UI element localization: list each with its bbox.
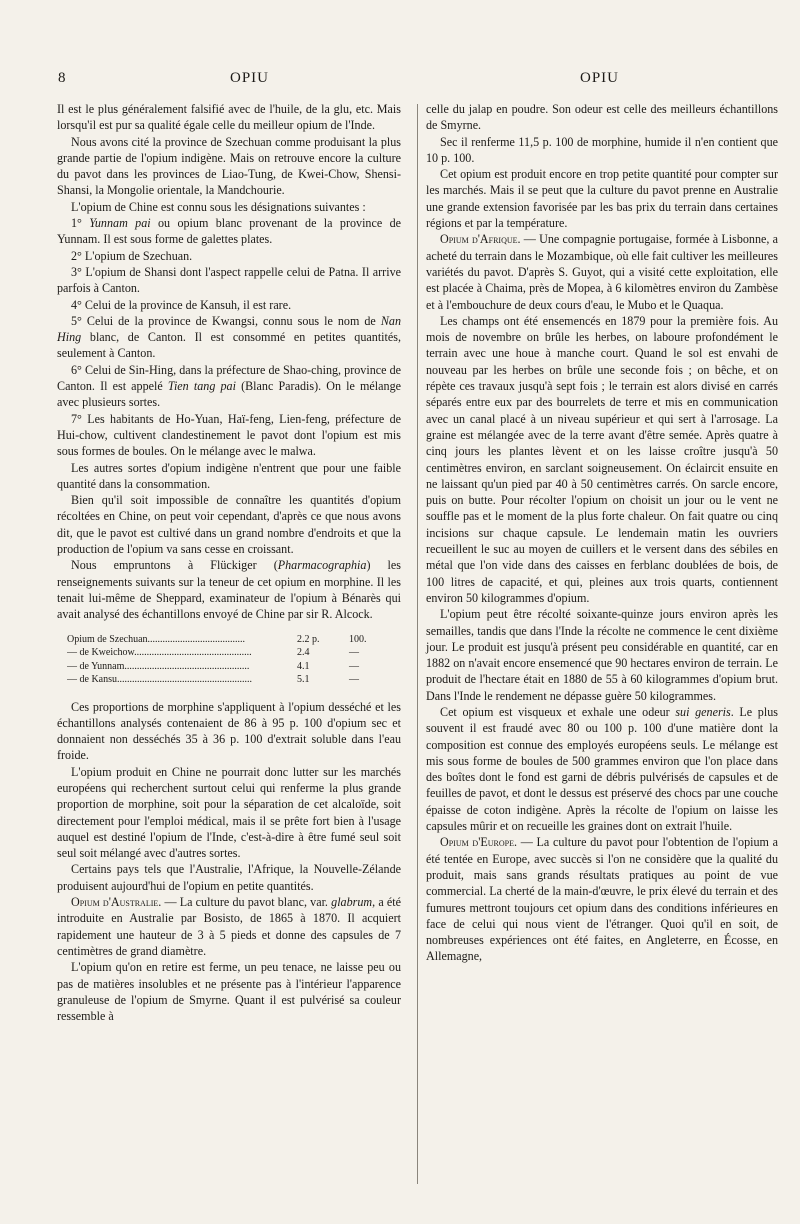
paragraph: Opium d'Australie. — La culture du pavot blanc, var. glabrum, a été introduite en Australie par Bosisto, de 1865 à 1870. Il acquiert rapidement une hauteur de 3 à 5 pieds et donne des capsules de 7 centimètres de grand diamètre. bbox=[57, 895, 401, 958]
paragraph: L'opium qu'on en retire est ferme, un peu tenace, ne laisse peu ou pas de matières insolubles et ne présente pas à l'intérieur l'apparence granuleuse de l'opium de Smyrne. Quant il est pulvérisé sa couleur ressemble à bbox=[57, 960, 401, 1024]
paragraph: Cet opium est visqueux et exhale une odeur sui generis. Le plus souvent il est fraudé avec 80 ou 100 p. 100 d'une matière dont la composition est connue des employés européens seuls. Le mélange est mis sous forme de boules de 500 grammes environ que l'on place dans des boîtes dont le fond est garni de débris pulvérisés de capsules et de feuilles de pavot, et dont le dessus est préservé des chocs par une couche épaisse de coton indigène. Après la récolte de l'opium on laisse les capsules mûrir et on recueille les graines dont on extrait l'huile. bbox=[426, 704, 778, 834]
paragraph: Sec il renferme 11,5 p. 100 de morphine, humide il n'en contient que 10 p. 100. bbox=[426, 134, 778, 165]
list-item: 3° L'opium de Shansi dont l'aspect rappelle celui de Patna. Il arrive parfois à Canton. bbox=[57, 264, 401, 296]
paragraph: Les champs ont été ensemencés en 1879 pour la première fois. Au mois de novembre on brûle les herbes, on laboure profondément le terrain avec une houe à manche court. Quand le sol est envahi de nouveau par les herbes on brûle une seconde fois ; on bêche, et on répète ces travaux jusqu'à sept fois ; le terrain est alors divisé en carrés séparés entre eux par des bourrelets de terre et mis en communication avec un canal placé à un niveau supérieur et qui sert à l'arrosage. La graine est mélangée avec de la terre avant d'être semée. Après quatre à cinq jours les plantes lèvent et on les laisse croître jusqu'à 50 centimètres environ, en sarclant soigneusement. On éclaircit ensuite en ne laissant qu'un pied par 40 à 50 centimètres carrés. On sarcle encore, puis on butte. Pour récolter l'opium on choisit un jour ou le vent ne souffle pas et le moment de la plus forte chaleur. On fait quatre ou cinq incisions sur chaque capsule. Le lendemain matin les ouvriers recueillent le suc au moyen de cuillers et le versent dans des sébiles en métal que l'on vide dans des caisses en ferblanc doublées de bois, de 100 litres de capacité, et qui, pleines aux trois quarts, contiennent environ 50 kilogrammes d'opium. bbox=[426, 313, 778, 605]
paragraph: Bien qu'il soit impossible de connaître les quantités d'opium récoltées en Chine, on peut voir cependant, d'après ce que nous avons dit, que le pavot est cultivé dans un grand nombre d'endroits et que la production de l'opium va sans cesse en croissant. bbox=[57, 493, 401, 557]
emphasis: Pharmacographia bbox=[277, 558, 367, 573]
section-heading: Opium d'Australie. bbox=[71, 895, 162, 910]
right-column bbox=[426, 101, 778, 965]
table-row: Opium de Szechuan....................................... 2.2 p. 100. bbox=[67, 633, 367, 645]
paragraph: Opium d'Europe. — La culture du pavot pour l'obtention de l'opium a été tentée en Europe, avec succès si l'on ne considère que la qualité du produit, mais sans grands résultats pratiques au point de vue commercial. La cherté de la main-d'œuvre, le prix élevé du terrain et des fumures mettront toujours cet opium dans des conditions inférieures en face de celui qui nous vient de l'étranger. Quoi qu'il en soit, de nombreuses expériences ont été faites, en Angleterre, en Écosse, en Allemagne, bbox=[426, 835, 778, 964]
paragraph: L'opium produit en Chine ne pourrait donc lutter sur les marchés européens qui recherchent surtout celui qui renferme la plus grande proportion de morphine, soit pour la séparation de cet alcaloïde, soit directement pour l'emploi médical, mais il se prête fort bien à l'usage auquel est destiné l'opium de l'Inde, c'est-à-dire à être fumé seul soit seul soit mélangé avec d'autres sortes. bbox=[57, 764, 401, 861]
left-column bbox=[57, 101, 401, 1024]
list-item: 7° Les habitants de Ho-Yuan, Haï-feng, Lien-feng, préfecture de Hui-chow, cultivent clandestinement le pavot dont l'opium est mis sous formes de boules. On le mélange avec le malwa. bbox=[57, 411, 401, 459]
emphasis: Yunnam pai bbox=[89, 216, 151, 231]
list-item: 5° Celui de la province de Kwangsi, connu sous le nom de Nan Hing blanc, de Canton. Il est consommé en petites quantités, seulement à Canton. bbox=[57, 313, 401, 361]
emphasis: glabrum bbox=[331, 895, 373, 910]
section-heading: Opium d'Afrique. bbox=[440, 232, 521, 247]
table-row: — de Kansu...................................................... 5.1 — bbox=[67, 674, 359, 685]
list-item: 6° Celui de Sin-Hing, dans la préfecture de Shao-ching, province de Canton. Il est appelé Tien tang pai (Blanc Paradis). On le mélange avec plusieurs sortes. bbox=[57, 362, 401, 410]
table-row: — de Kweichow............................................... 2.4 — bbox=[67, 647, 359, 658]
page-number: 8 bbox=[58, 70, 66, 86]
left-running-title: OPIU bbox=[230, 70, 270, 86]
paragraph: Ces proportions de morphine s'appliquent à l'opium desséché et les échantillons analysés contenaient de 86 à 95 p. 100 d'opium sec et donnaient non desséchés 35 à 36 p. 100 d'extrait soluble dans l'eau froide. bbox=[57, 699, 401, 763]
right-running-title: OPIU bbox=[580, 70, 620, 86]
list-item: 1° Yunnam pai ou opium blanc provenant de la province de Yunnam. Il est sous forme de galettes plates. bbox=[57, 216, 401, 247]
paragraph: Les autres sortes d'opium indigène n'entrent que pour une faible quantité dans la consommation. bbox=[57, 460, 401, 491]
paragraph: L'opium peut être récolté soixante-quinze jours environ après les semailles, tandis que dans l'Inde la récolte ne commence le cent dixième jour. Le produit est jusqu'à présent peu considérable en quantité, car en 1882 on n'avait encore ensemencé que 90 hectares environ de terrain. Le produit de l'hectare était en 1880 de 55 à 60 kilogrammes d'opium brut. Dans l'Inde le rendement ne dépasse guère 50 kilogrammes. bbox=[426, 607, 778, 703]
morphine-table bbox=[67, 633, 401, 687]
paragraph: Nous empruntons à Flückiger (Pharmacographia) les renseignements suivants sur la teneur de cet opium en morphine. Il les tenait lui-même de Sheppard, examinateur de l'opium à Bénarès qui avait analysé des échantillons envoyé de Chine par sir R. Alcock. bbox=[57, 558, 401, 622]
emphasis: sui generis bbox=[675, 704, 731, 719]
paragraph: Nous avons cité la province de Szechuan comme produisant la plus grande partie de l'opium indigène. Mais on retrouve encore la culture du pavot dans les provinces de Liao-Tung, de Kwei-Chow, Shensi-Shansi, la Mongolie orientale, la Mandchourie. bbox=[57, 134, 401, 198]
emphasis: Tien tang pai bbox=[167, 379, 236, 394]
paragraph: Certains pays tels que l'Australie, l'Afrique, la Nouvelle-Zélande produisent aujourd'hui de l'opium en petite quantités. bbox=[57, 862, 401, 893]
paragraph: Cet opium est produit encore en trop petite quantité pour compter sur les marchés. Mais il se peut que la culture du pavot prenne en Australie une grande extension favorisée par les bas prix du terrain dans certaines régions et par la température. bbox=[426, 167, 778, 231]
emphasis: Nan Hing bbox=[57, 313, 401, 345]
list-item: 2° L'opium de Szechuan. bbox=[71, 248, 193, 263]
paragraph: Il est le plus généralement falsifié avec de l'huile, de la glu, etc. Mais lorsqu'il est pur sa qualité égale celle du meilleur opium de l'Inde. bbox=[57, 102, 401, 133]
section-heading: Opium d'Europe. bbox=[440, 835, 518, 850]
paragraph: L'opium de Chine est connu sous les désignations suivantes : bbox=[71, 199, 366, 214]
list-item: 4° Celui de la province de Kansuh, il est rare. bbox=[71, 297, 292, 312]
paragraph: Opium d'Afrique. — Une compagnie portugaise, formée à Lisbonne, a acheté du terrain dans le Mozambique, où elle fait cultiver les meilleures variétés du pavot. D'après S. Guyot, qui a visité cette exploitation, elle est placée à Chaima, près de Mopea, à 6 kilomètres environ du Zambèse et à l'embouchure de deux cours d'eau, le Mubo et le Quaqua. bbox=[426, 232, 778, 312]
paragraph: celle du jalap en poudre. Son odeur est celle des meilleurs échantillons de Smyrne. bbox=[426, 102, 778, 133]
running-header bbox=[0, 70, 800, 90]
column-divider bbox=[417, 104, 418, 1184]
table-row: — de Yunnam.................................................. 4.1 — bbox=[67, 660, 359, 672]
